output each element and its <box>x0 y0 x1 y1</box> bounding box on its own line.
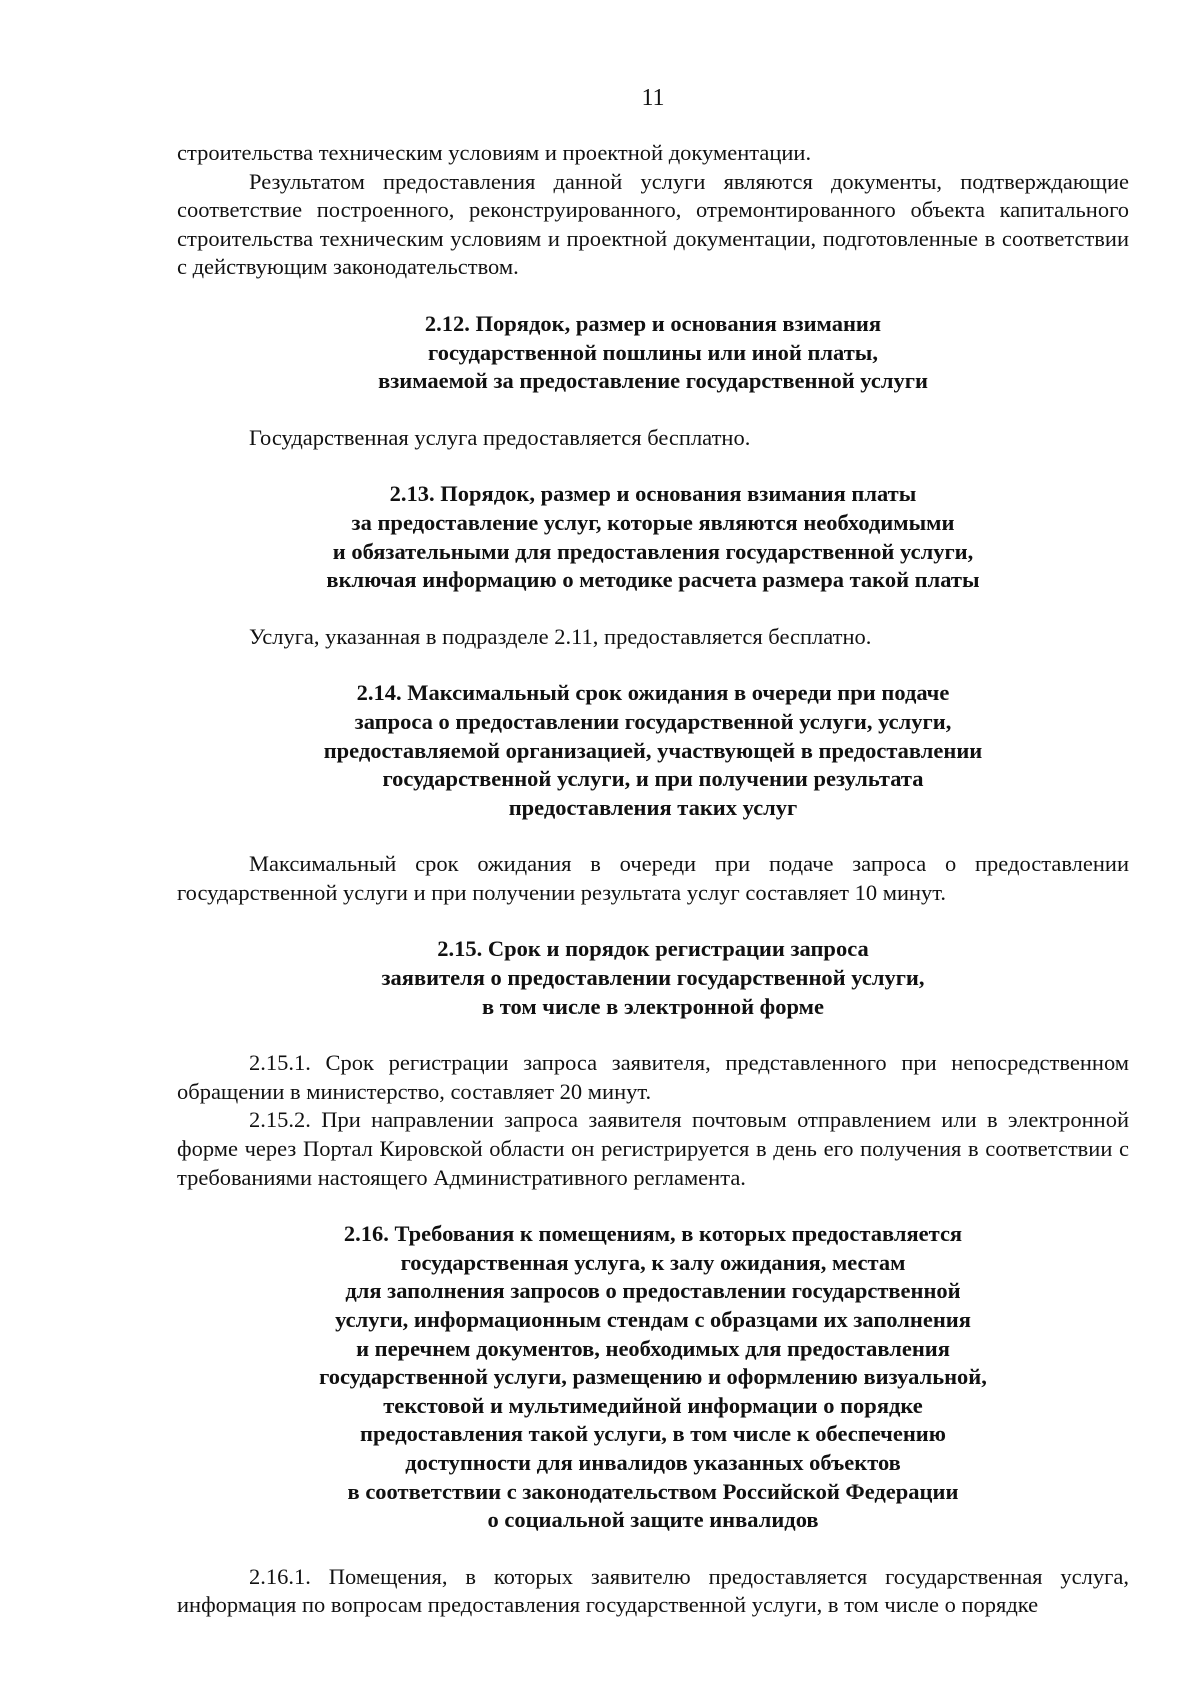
paragraph: строительства техническим условиям и проектной документации. <box>177 140 812 165</box>
heading-line: государственной услуги, и при получении результата <box>382 766 924 792</box>
heading-line: и обязательными для предоставления государственной услуги, <box>332 538 974 564</box>
heading-line: за предоставление услуг, которые являются необходимыми <box>351 509 955 535</box>
section-heading-2-14 <box>177 679 1129 822</box>
heading-line: заявителя о предоставлении государственной услуги, <box>381 965 925 991</box>
paragraph: 2.15.1. Срок регистрации запроса заявителя, представленного при непосредственном обращении в министерство, составляет 20 минут. <box>177 1050 1129 1104</box>
heading-line: 2.12. Порядок, размер и основания взимания <box>424 310 882 336</box>
heading-line: услуги, информационным стендам с образцами их заполнения <box>335 1307 971 1332</box>
heading-line: включая информацию о методике расчета размера такой платы <box>326 567 980 593</box>
heading-line: 2.15. Срок и порядок регистрации запроса <box>437 936 869 962</box>
section-heading-2-13 <box>177 480 1129 594</box>
section-heading-2-12 <box>177 310 1129 396</box>
paragraph: Государственная услуга предоставляется бесплатно. <box>249 424 751 450</box>
heading-line: государственная услуга, к залу ожидания, местам <box>400 1249 906 1275</box>
heading-line: для заполнения запросов о предоставлении государственной <box>345 1278 961 1304</box>
document-body <box>177 139 1129 1620</box>
section-heading-2-16 <box>177 1220 1129 1535</box>
heading-line: предоставления такой услуги, в том числе к обеспечению <box>360 1421 946 1447</box>
section-heading-2-15 <box>177 935 1129 1021</box>
heading-line: запроса о предоставлении государственной услуги, услуги, <box>354 708 952 734</box>
heading-line: 2.16. Требования к помещениям, в которых предоставляется <box>343 1221 963 1247</box>
heading-line: в том числе в электронной форме <box>481 993 824 1019</box>
paragraph: Максимальный срок ожидания в очереди при подаче запроса о предоставлении государственной услуги и при получении результата услуг составляет 10 минут. <box>177 851 1129 905</box>
heading-line: предоставления таких услуг <box>508 794 798 820</box>
heading-line: текстовой и мультимедийной информации о порядке <box>383 1392 923 1418</box>
heading-line: взимаемой за предоставление государственной услуги <box>378 368 928 394</box>
heading-line: в соответствии с законодательством Российской Федерации <box>347 1478 959 1504</box>
paragraph: 2.16.1. Помещения, в которых заявителю предоставляется государственная услуга, информация по вопросам предоставления государственной услуги, в том числе о порядке <box>177 1563 1129 1618</box>
paragraph: Услуга, указанная в подразделе 2.11, предоставляется бесплатно. <box>249 623 872 649</box>
heading-line: 2.13. Порядок, размер и основания взимания платы <box>389 481 917 507</box>
heading-line: государственной пошлины или иной платы, <box>428 339 878 365</box>
heading-line: 2.14. Максимальный срок ожидания в очереди при подаче <box>356 680 950 706</box>
heading-line: доступности для инвалидов указанных объектов <box>405 1449 901 1475</box>
heading-line: о социальной защите инвалидов <box>487 1507 819 1533</box>
paragraph: Результатом предоставления данной услуги являются документы, подтверждающие соответствие построенного, реконструированного, отремонтированного объекта капитального строительства техническим условиям и проектной документации, подготовленные в соответствии с действующим законодательством. <box>177 168 1129 280</box>
heading-line: и перечнем документов, необходимых для предоставления <box>356 1335 950 1361</box>
paragraph: 2.15.2. При направлении запроса заявителя почтовым отправлением или в электронной форме через Портал Кировской области он регистрируется в день его получения в соответствии с требованиями настоящего Административного регламента. <box>177 1107 1129 1190</box>
heading-line: государственной услуги, размещению и оформлению визуальной, <box>319 1364 987 1390</box>
heading-line: предоставляемой организацией, участвующей в предоставлении <box>323 737 983 763</box>
page-number: 11 <box>641 85 665 111</box>
